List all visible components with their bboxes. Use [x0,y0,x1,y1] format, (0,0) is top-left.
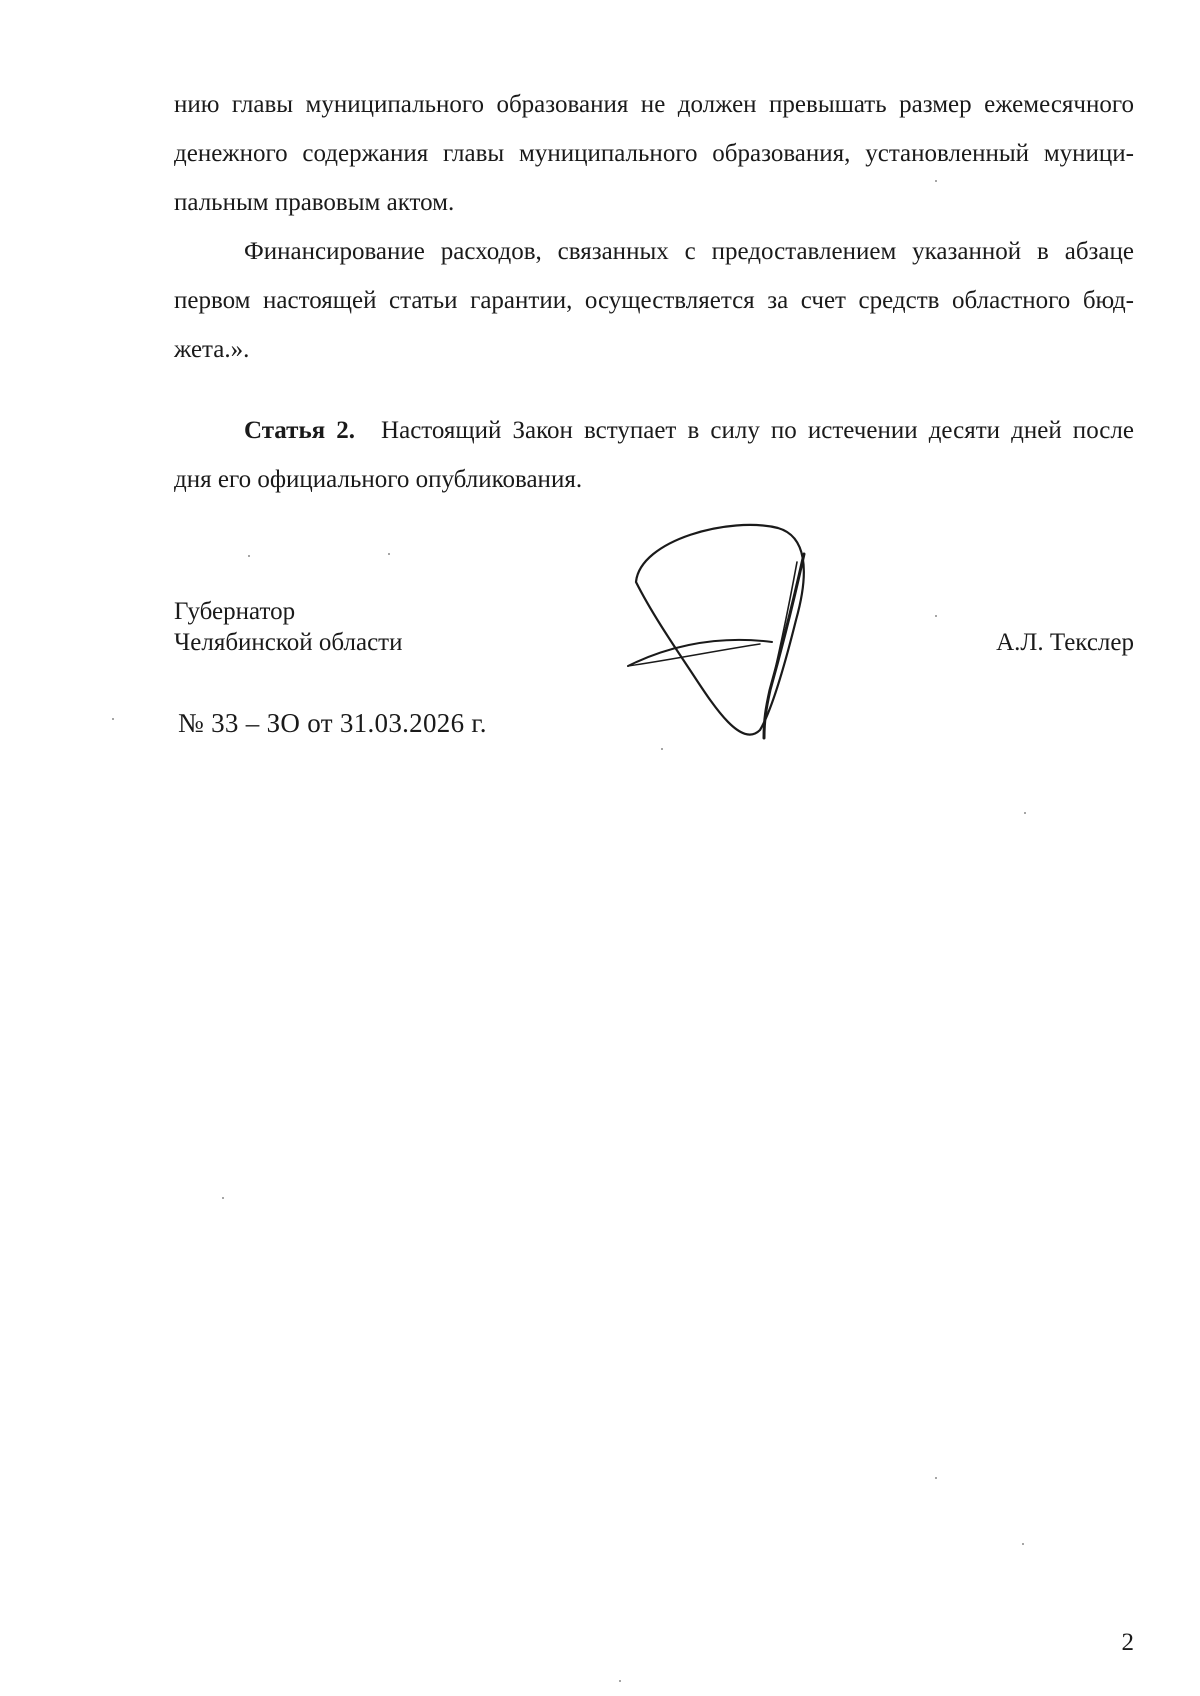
text-line: пальным правовым актом. [174,189,455,216]
text-line: дня его официального опубликования. [174,466,583,493]
article-label: Статья 2. [244,417,356,444]
scan-speck [1022,1543,1024,1545]
scan-speck [935,180,937,182]
page-number: 2 [1121,1629,1134,1656]
signatory-title-line: Губернатор [174,598,296,625]
handwritten-signature-icon [620,510,850,750]
signatory-name: А.Л. Текслер [996,629,1134,656]
scan-speck [248,555,250,557]
scan-speck [661,748,663,750]
scan-speck [935,615,937,617]
paragraph-continuation [174,80,1134,227]
text-line: нию главы муниципального образования не должен превышать размер ежемесячного [174,91,1134,118]
paragraph-financing [174,227,1134,374]
signatory-title-line: Челябинской области [174,629,403,656]
scan-speck [112,718,114,720]
article-2-first-line [174,406,1134,455]
scan-speck [1024,812,1026,814]
scan-speck [619,1680,621,1682]
scan-speck [935,1477,937,1479]
article-2 [174,406,1134,504]
scan-speck [222,1197,224,1199]
text-line: денежного содержания главы муниципального образования, установленный муници- [174,140,1134,167]
text-line: жета.». [174,336,250,363]
article-2-text: Настоящий Закон вступает в силу по истечении десяти дней после [381,417,1134,444]
law-number: № 33 – ЗО от 31.03.2026 г. [178,708,487,738]
scan-speck [388,553,390,555]
text-line: Финансирование расходов, связанных с предоставлением указанной в абзаце [244,238,1134,265]
signatory-title [174,596,402,658]
text-line: первом настоящей статьи гарантии, осуществляется за счет средств областного бюд- [174,287,1134,314]
